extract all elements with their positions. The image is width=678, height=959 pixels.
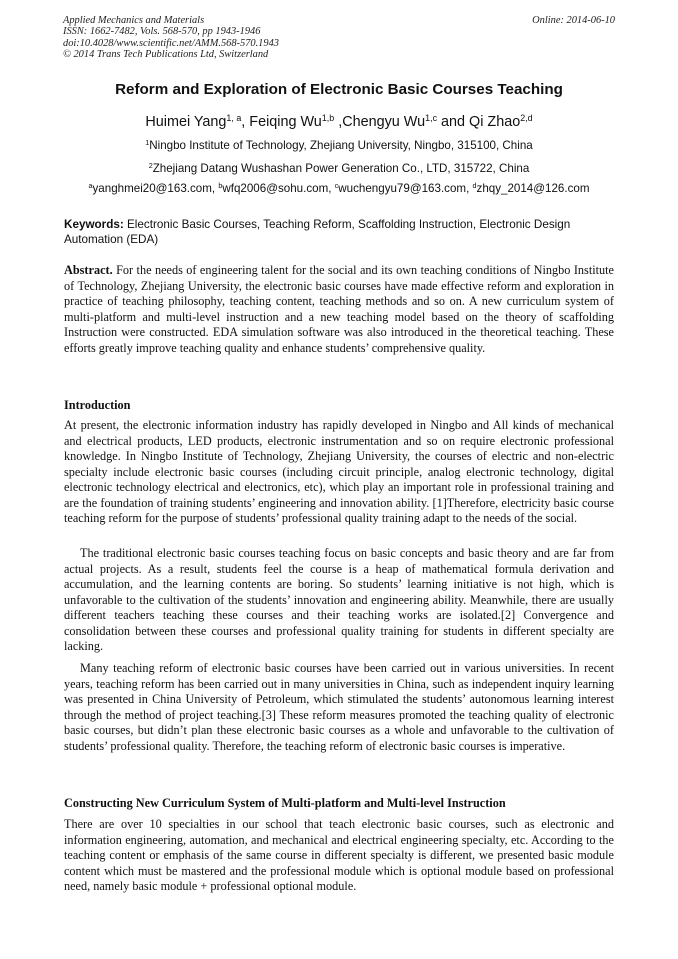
email-sep: ,	[211, 182, 219, 195]
online-date: Online: 2014-06-10	[532, 15, 615, 26]
author-name: Feiqing Wu	[249, 114, 322, 130]
section-heading-introduction: Introduction	[64, 398, 131, 412]
abstract-text: For the needs of engineering talent for the social and its own teaching conditions of Ningbo Institute of Technology, Zhejiang University, the electronic basic courses have made effective reform and exploration in practice of teaching philosophy, teaching content, teaching methods and so on. A new curriculum system of multi-platform and multi-level instruction and a new teaching model based on the theory of scaffolding Instruction were constructed. EDA simulation software was also introduced in the theoretical teaching. These efforts greatly improve teaching quality and enhance students’ comprehensive quality.	[64, 263, 614, 355]
author-sup: 1,c	[425, 113, 438, 124]
author-sup: 1, a	[226, 113, 242, 124]
keywords-text: Electronic Basic Courses, Teaching Reform, Scaffolding Instruction, Electronic Design Automation (EDA)	[64, 218, 571, 246]
intro-paragraph-1: At present, the electronic information industry has rapidly developed in Ningbo and All kinds of mechanical and electrical products, LED products, electronic instrumentation and so on require electronic professional knowledge. In Ningbo Institute of Technology, Zhejiang University, the courses of electric and non-electric specialty include electronic basic courses (including circuit principle, analog electronic technology, digital electronic technology electrical and electronics, etc), which play an important role in professional training and are the foundation of training students’ engineering and innovation ability. [1]Therefore, electricity basic course teaching reform for the purpose of students’ professional quality training adapt to the needs of the social.	[64, 418, 614, 525]
email-text: wfq2006@sohu.com	[222, 182, 329, 195]
author-line	[0, 114, 678, 130]
journal-name: Applied Mechanics and Materials	[63, 15, 205, 26]
email-sup: b	[218, 181, 223, 191]
email-text: wuchengyu79@163.com	[338, 182, 467, 195]
abstract-label: Abstract.	[64, 263, 113, 277]
abstract	[64, 263, 614, 356]
curriculum-paragraph: There are over 10 specialties in our school that teach electronic basic courses, such as electronic and information engineering, automation, and mechanical and electrical engineering specialty, etc. According to the teaching content or emphasis of the same course in different specialty is different, we presented basic module content which must be mastered and the professional module which is optional module based on professional need, namely basic module + professional optional module.	[64, 817, 614, 893]
author-sep: and	[437, 114, 470, 130]
email-text: zhqy_2014@126.com	[476, 182, 590, 195]
email-sep: ,	[328, 182, 335, 195]
doi-line: doi:10.4028/www.scientific.net/AMM.568-570.1943	[63, 37, 279, 49]
author-name: Qi Zhao	[469, 114, 521, 130]
paper-title: Reform and Exploration of Electronic Basic Courses Teaching	[115, 81, 563, 98]
email-line	[0, 182, 678, 195]
affiliation-text: Ningbo Institute of Technology, Zhejiang University, Ningbo, 315100, China	[149, 139, 533, 152]
intro-paragraph-2: The traditional electronic basic courses teaching focus on basic concepts and basic theory and are far from actual projects. As a result, students feel the course is a heap of mathematical formula derivation and accumulation, and the learning contents are boring. So students’ learning initiative is not high, which is unfavorable to the cultivation of the students’ innovation and engineering ability. Meanwhile, there are usually different teachers teaching these courses and their teaching works are isolated.[2] Convergence and consolidation between these courses and professional quality training for students in different specialty are lacking.	[64, 546, 614, 653]
intro-paragraph-3: Many teaching reform of electronic basic courses have been carried out in various universities. In recent years, teaching reform has been carried out in many universities in China, such as independent inquiry learning was presented in China University of Petroleum, which stimulated the students’ autonomous learning interest through the method of project teaching.[3] These reform measures promoted the teaching quality of electronic basic courses, but didn’t plan these electronic basic courses as a whole and unfavorable to the cultivation of students’ professional quality. Therefore, the teaching reform of electronic basic courses is imperative.	[64, 661, 614, 753]
author-name: Huimei Yang	[145, 114, 227, 130]
affiliation-1	[0, 139, 678, 152]
affiliation-text: Zhejiang Datang Wushashan Power Generation Co., LTD, 315722, China	[152, 162, 530, 175]
affiliation-2	[0, 162, 678, 175]
keywords	[64, 217, 614, 247]
author-sep: ,	[241, 114, 250, 130]
email-sup: d	[472, 181, 477, 191]
journal-header	[63, 15, 279, 60]
affiliation-sup: 2	[148, 161, 153, 171]
issn-line: ISSN: 1662-7482, Vols. 568-570, pp 1943-1946	[63, 26, 261, 38]
section-heading-curriculum: Constructing New Curriculum System of Multi-platform and Multi-level Instruction	[64, 796, 506, 810]
affiliation-sup: 1	[145, 138, 150, 148]
author-sup: 2,d	[520, 113, 533, 124]
keywords-label: Keywords:	[64, 218, 124, 231]
email-text: yanghmei20@163.com	[92, 182, 212, 195]
copyright-line: © 2014 Trans Tech Publications Ltd, Switzerland	[63, 48, 269, 60]
author-sup: 1,b	[321, 113, 335, 124]
email-sup: a	[88, 181, 93, 191]
author-sep: ,	[334, 114, 343, 130]
email-sep: ,	[466, 182, 473, 195]
email-sup: c	[334, 181, 339, 191]
author-name: Chengyu Wu	[342, 114, 426, 130]
